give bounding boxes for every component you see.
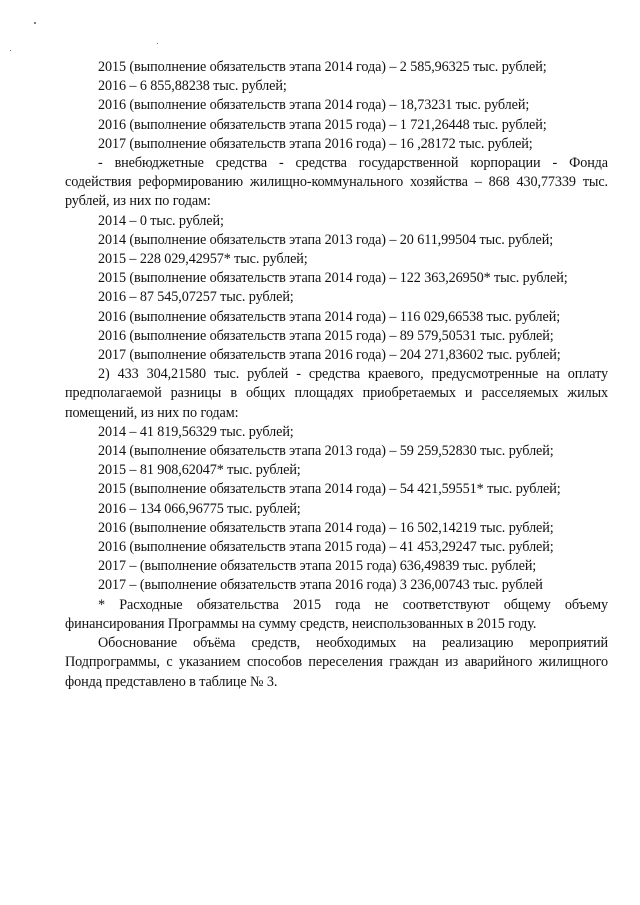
paragraph-justification: Обоснование объёма средств, необходимых на реализацию мероприятий Подпрограммы, с указанием способов переселения граждан из аварийного жилищного фонда представлено в таблице № 3.: [65, 635, 608, 690]
text-line: 2015 – 228 029,42957* тыс. рублей;: [98, 251, 308, 268]
text-line: 2016 (выполнение обязательств этапа 2015 года) – 89 579,50531 тыс. рублей;: [98, 327, 554, 344]
text-line: 2017 (выполнение обязательств этапа 2016 года) – 16 ,28172 тыс. рублей;: [98, 135, 533, 152]
text-line: 2016 (выполнение обязательств этапа 2015 года) – 41 453,29247 тыс. рублей;: [98, 539, 554, 556]
text-line: 2014 (выполнение обязательств этапа 2013 года) – 59 259,52830 тыс. рублей;: [98, 443, 554, 460]
text-line: 2015 – 81 908,62047* тыс. рублей;: [98, 462, 301, 479]
paragraph-footnote: * Расходные обязательства 2015 года не соответствуют общему объему финансирования Программы на сумму средств, неиспользованных в 2015 году.: [65, 596, 608, 632]
paragraph-extrabudget: - внебюджетные средства - средства государственной корпорации - Фонда содействия реформированию жилищно-коммунального хозяйства – 868 430,77339 тыс. рублей, из них по годам:: [65, 155, 608, 210]
scan-speck: [34, 22, 36, 24]
text-line: 2016 (выполнение обязательств этапа 2015 года) – 1 721,26448 тыс. рублей;: [98, 116, 547, 133]
text-line: 2014 – 41 819,56329 тыс. рублей;: [98, 423, 294, 440]
text-line: 2017 (выполнение обязательств этапа 2016 года) – 204 271,83602 тыс. рублей;: [98, 347, 561, 364]
text-line: 2014 (выполнение обязательств этапа 2013 года) – 20 611,99504 тыс. рублей;: [98, 231, 554, 248]
text-line: 2017 – (выполнение обязательств этапа 2015 года) 636,49839 тыс. рублей;: [98, 558, 537, 575]
scan-speck: [157, 43, 158, 44]
text-line: 2015 (выполнение обязательств этапа 2014 года) – 2 585,96325 тыс. рублей;: [98, 59, 547, 75]
text-line: 2015 (выполнение обязательств этапа 2014 года) – 54 421,59551* тыс. рублей;: [98, 481, 561, 498]
text-line: 2014 – 0 тыс. рублей;: [98, 212, 224, 229]
text-line: 2016 – 134 066,96775 тыс. рублей;: [98, 500, 301, 517]
text-line: 2016 – 6 855,88238 тыс. рублей;: [98, 78, 287, 95]
paragraph-regional: 2) 433 304,21580 тыс. рублей - средства краевого, предусмотренные на оплату предполагаемой разницы в общих площадях приобретаемых и расселяемых жилых помещений, из них по годам:: [65, 366, 608, 421]
document-body: [65, 58, 608, 692]
scan-speck: [10, 50, 11, 51]
text-line: 2016 – 87 545,07257 тыс. рублей;: [98, 289, 294, 306]
text-line: 2015 (выполнение обязательств этапа 2014 года) – 122 363,26950* тыс. рублей;: [98, 270, 568, 287]
text-line: 2016 (выполнение обязательств этапа 2014 года) – 116 029,66538 тыс. рублей;: [98, 308, 561, 325]
text-line: 2016 (выполнение обязательств этапа 2014 года) – 18,73231 тыс. рублей;: [98, 97, 530, 114]
text-line: 2016 (выполнение обязательств этапа 2014 года) – 16 502,14219 тыс. рублей;: [98, 519, 554, 536]
text-line: 2017 – (выполнение обязательств этапа 2016 года) 3 236,00743 тыс. рублей: [98, 577, 543, 594]
